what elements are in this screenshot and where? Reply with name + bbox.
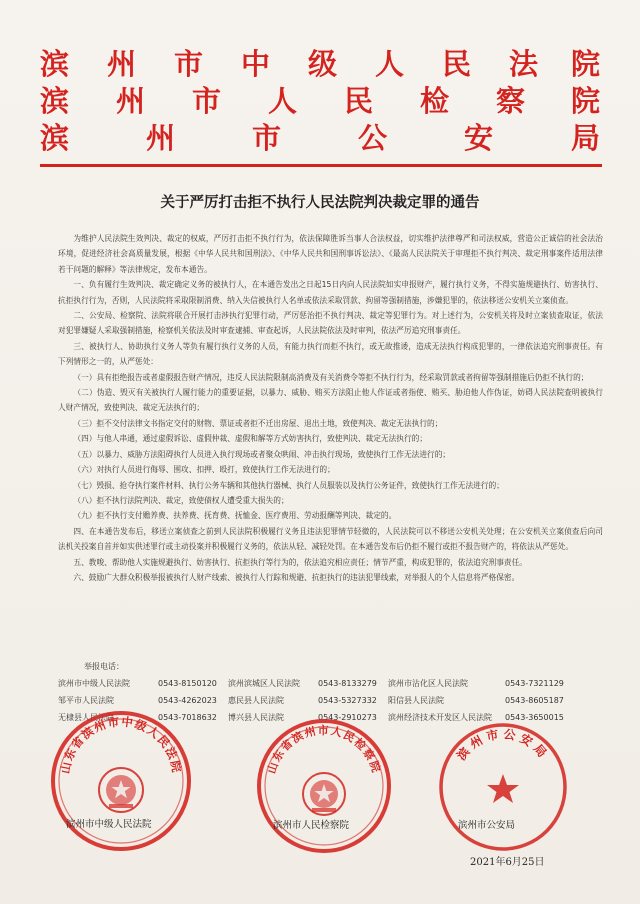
header-char: 中 — [241, 47, 271, 81]
header-char: 市 — [252, 121, 282, 155]
clause-2: 二、公安局、检察院、法院将联合开展打击涉执行犯罪行动，严厉惩治拒不执行判决、裁定等犯罪行为。对上述行为，公安机关将及时立案侦查取证，依法对犯罪嫌疑人采取强制措施，检察机关依法及时审查逮捕、审查起诉，人民法院依法及时审判，依法严厉追究刑事责任。 — [58, 311, 603, 336]
hotline-heading: 举报电话： — [84, 662, 124, 671]
hotline-phone: 0543-8605187 — [505, 696, 564, 705]
star-icon — [487, 774, 519, 803]
sub-clause-6: （六）对执行人员进行侮辱、围攻、扣押、殴打，致使执行工作无法进行的； — [73, 465, 335, 475]
header-char: 安 — [464, 121, 494, 155]
header-char: 人 — [375, 47, 405, 81]
hotline-phone: 0543-8133279 — [318, 679, 377, 688]
procuratorate-signature: 滨州市人民检察院 — [273, 820, 350, 831]
header-char: 民 — [344, 84, 374, 118]
hotline-phone: 0543-3650015 — [505, 713, 564, 722]
national-emblem-icon — [99, 768, 143, 812]
clause-4: 四、在本通告发布后，移送立案侦查之前到人民法院积极履行义务且违法犯罪情节轻微的，人民法院可以不移送公安机关处理；在公安机关立案侦查后向司法机关投案自首并如实供述罪行或主动投案并积极履行义务的，依法从轻、减轻处罚。在本通告发布后仍拒不履行或拒不报告财产的，将依法从严惩处。 — [58, 526, 603, 552]
header-char: 市 — [174, 47, 204, 81]
header-char: 民 — [442, 47, 472, 81]
sub-clause-4: （四）与他人串通，通过虚假诉讼、虚假仲裁、虚假和解等方式妨害执行，致使判决、裁定无法执行的； — [73, 434, 428, 444]
header-char: 滨 — [40, 121, 70, 155]
sub-clause-5: （五）以暴力、威胁方法阻碍执行人员进入执行现场或者聚众哄闹、冲击执行现场，致使执行工作无法进行的； — [73, 449, 451, 459]
procuratorate-seal — [254, 716, 394, 856]
hotline-phone: 0543-8150120 — [158, 679, 217, 688]
svg-text:山东省滨州市人民检察院 — [265, 723, 384, 775]
hotline-phone: 0543-2910273 — [318, 713, 377, 722]
sub-clause-2: （二）伪造、毁灭有关被执行人履行能力的重要证据，以暴力、威胁、贿买方法阻止他人作证或者指使、贿买、胁迫他人作伪证，妨碍人民法院查明被执行人财产情况，致使判决、裁定无法执行的； — [58, 388, 603, 413]
header-char: 滨 — [40, 84, 70, 118]
hotline-name: 博兴县人民法院 — [228, 713, 284, 722]
header-char: 公 — [358, 121, 388, 155]
sub-clause-3: （三）拒不交付法律文书指定交付的财物、票证或者拒不迁出房屋、退出土地，致使判决、裁定无法执行的； — [73, 418, 443, 428]
header-char: 滨 — [40, 47, 70, 81]
header-char: 级 — [308, 47, 338, 81]
sub-clause-7: （七）毁损、抢夺执行案件材料、执行公务车辆和其他执行器械、执行人员服装以及执行公务证件，致使执行工作无法进行的； — [73, 480, 504, 490]
header-public-security — [40, 120, 600, 157]
header-court — [40, 46, 600, 83]
header-char: 人 — [268, 84, 298, 118]
clause-6: 六、鼓励广大群众积极举报被执行人财产线索、被执行人行踪和规避、抗拒执行的违法犯罪线索，对举报人的个人信息将严格保密。 — [73, 572, 520, 582]
header-char: 法 — [509, 47, 539, 81]
sub-clause-1: （一）具有拒绝报告或者虚假报告财产情况，违反人民法院限制高消费及有关消费令等拒不执行行为，经采取罚款或者拘留等强制措施后仍拒不执行的； — [73, 372, 589, 382]
hotline-name: 无棣县人民法院 — [58, 713, 114, 722]
national-emblem-icon — [303, 773, 345, 815]
svg-text:山东省滨州市中级人民法院 — [58, 715, 184, 775]
header-char: 市 — [192, 84, 222, 118]
police-seal — [436, 720, 570, 854]
header-char: 州 — [116, 84, 146, 118]
hotline-phone: 0543-5327332 — [318, 696, 377, 705]
header-procuratorate — [40, 83, 600, 120]
header-char: 察 — [496, 84, 526, 118]
procuratorate-seal-ring-text: 山东省滨州市人民检察院 — [265, 724, 383, 776]
hotline-name: 滨州滨城区人民法院 — [228, 679, 300, 688]
hotline-name: 阳信县人民法院 — [388, 696, 444, 705]
hotline-name: 滨州市中级人民法院 — [58, 679, 130, 688]
police-signature: 滨州市公安局 — [458, 820, 516, 831]
court-signature: 滨州市中级人民法院 — [66, 819, 152, 830]
hotline-phone: 0543-7018632 — [158, 713, 217, 722]
hotline-name: 滨州经济技术开发区人民法院 — [388, 713, 492, 722]
intro-paragraph: 为维护人民法院生效判决、裁定的权威，严厉打击拒不执行行为，依法保障胜诉当事人合法权益，切实维护法律尊严和司法权威，营造公正诚信的社会法治环境，促进经济社会高质量发展，根据《中华人民共和国刑法》、《中华人民共和国刑事诉讼法》、《最高人民法院关于审理拒不执行判决、裁定刑事案件适用法律若干问题的解释》等法律规定，发布本通告。 — [58, 234, 603, 274]
court-seal-ring-text: 山东省滨州市中级人民法院 — [57, 714, 185, 775]
sub-clause-9: （九）拒不执行支付赡养费、扶养费、抚育费、抚恤金、医疗费用、劳动报酬等判决、裁定的。 — [73, 511, 397, 521]
red-divider-line — [40, 164, 602, 167]
hotline-row — [58, 692, 618, 709]
court-seal — [48, 708, 194, 854]
notice-body — [58, 231, 603, 585]
police-seal-ring-text: 滨州市公安局 — [454, 726, 552, 763]
header-char: 州 — [107, 47, 137, 81]
header-char: 院 — [571, 47, 601, 81]
header-char: 院 — [571, 84, 601, 118]
header-char: 局 — [571, 121, 601, 155]
hotline-phone: 0543-7321129 — [505, 679, 564, 688]
issue-date: 2021年6月25日 — [470, 857, 545, 868]
clause-5: 五、教唆、帮助他人实施规避执行、妨害执行、抗拒执行等行为的，依法追究相应责任；情节严重，构成犯罪的，依法追究刑事责任。 — [73, 557, 527, 567]
hotline-name: 滨州市沾化区人民法院 — [388, 679, 468, 688]
sub-clause-8: （八）拒不执行法院判决、裁定，致使债权人遭受重大损失的； — [73, 495, 289, 505]
hotline-phone: 0543-4262023 — [158, 696, 217, 705]
hotline-name: 惠民县人民法院 — [228, 696, 284, 705]
hotline-row — [58, 675, 618, 692]
svg-text:滨州市公安局 — [453, 726, 552, 764]
header-char: 检 — [420, 84, 450, 118]
header-char: 州 — [146, 121, 176, 155]
notice-title: 关于严厉打击拒不执行人民法院判决裁定罪的通告 — [160, 194, 480, 211]
hotline-name: 邹平市人民法院 — [58, 696, 114, 705]
clause-1: 一、负有履行生效判决、裁定确定义务的被执行人，在本通告发出之日起15日内向人民法院如实申报财产，履行执行义务，不得实施规避执行、妨害执行、抗拒执行行为，否则，人民法院将采取限制消费、纳入失信被执行人名单或依法采取罚款、拘留等强制措施，涉嫌犯罪的，依法移送公安机关立案侦查。 — [58, 280, 603, 305]
clause-3: 三、被执行人、协助执行义务人等负有履行执行义务的人员，有能力执行而拒不执行，或无故推诿，造成无法执行构成犯罪的，一律依法追究刑事责任。有下列情形之一的，从严惩处： — [58, 341, 603, 367]
issuing-authorities-header — [40, 46, 600, 157]
